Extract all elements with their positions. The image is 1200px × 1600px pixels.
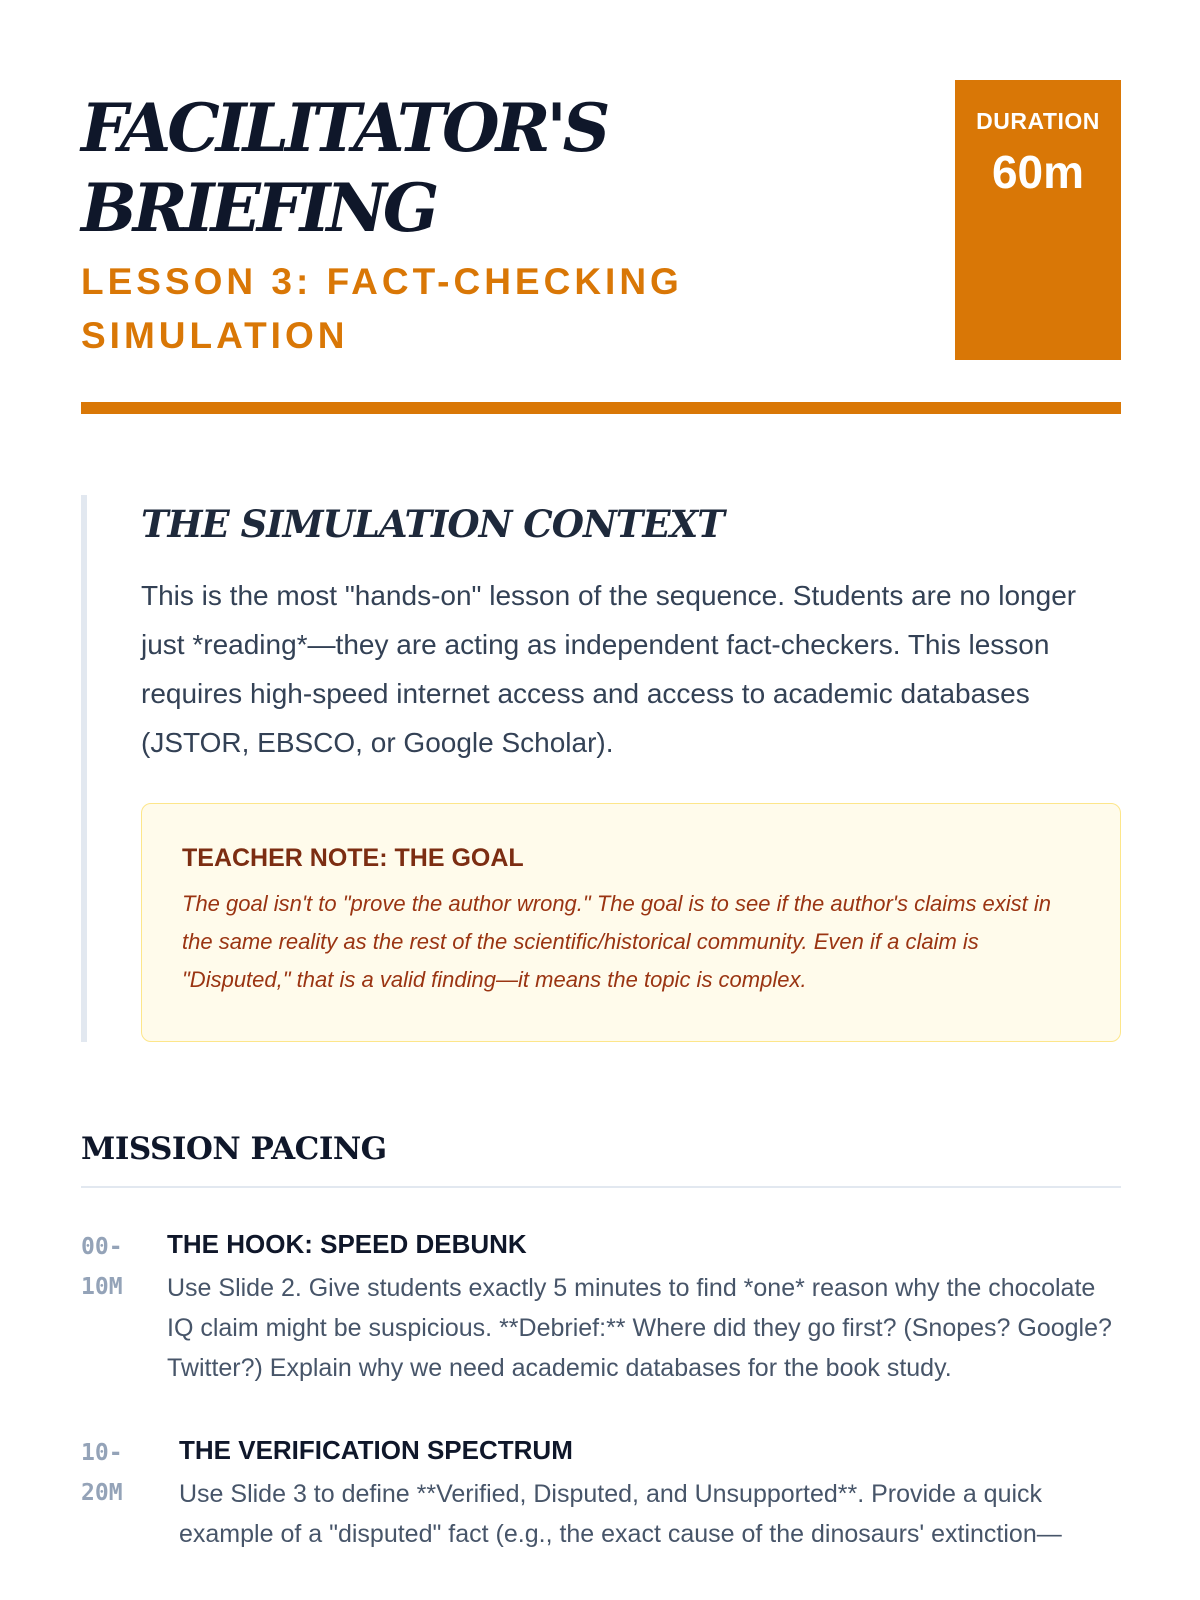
page-title: FACILITATOR'S BRIEFING — [81, 89, 607, 247]
pacing-time-start: 00- — [81, 1234, 123, 1260]
pacing-time-end: 10M — [81, 1274, 123, 1300]
duration-badge — [955, 80, 1121, 360]
simulation-context-section — [81, 495, 1121, 1042]
pacing-time-end: 20M — [81, 1480, 123, 1506]
lesson-subtitle: LESSON 3: FACT-CHECKING SIMULATION — [81, 261, 683, 356]
pacing-time — [81, 1227, 143, 1388]
briefing-page — [81, 80, 1121, 1554]
pacing-divider — [81, 1186, 1121, 1188]
pacing-content — [179, 1430, 1121, 1554]
duration-value: 60m — [991, 146, 1085, 198]
header-divider — [81, 402, 1121, 414]
briefing-header — [81, 80, 1121, 360]
pacing-item — [81, 1224, 1121, 1388]
pacing-description: Use Slide 2. Give students exactly 5 minutes to find *one* reason why the chocolate IQ claim might be suspicious. **Debrief:** Where did they go first? (Snopes? Google? Twitter?) Explain why we need academic databases for the book study. — [167, 1274, 1112, 1382]
pacing-time-start: 10- — [81, 1440, 123, 1466]
mission-pacing-title: MISSION PACING — [81, 1131, 387, 1167]
duration-label: DURATION — [976, 108, 1100, 134]
teacher-note-body: The goal isn't to "prove the author wrong." The goal is to see if the author's claims exist in the same reality as the rest of the scientific/historical community. Even if a claim is "Disputed," that is a valid finding—it means the topic is complex. — [182, 891, 1052, 992]
pacing-heading: THE VERIFICATION SPECTRUM — [179, 1435, 573, 1465]
pacing-content — [167, 1224, 1121, 1388]
teacher-note-title: TEACHER NOTE: THE GOAL — [182, 844, 524, 872]
pacing-heading: THE HOOK: SPEED DEBUNK — [167, 1229, 527, 1259]
context-body: This is the most "hands-on" lesson of the sequence. Students are no longer just *reading*—they are acting as independent fact-checkers. This lesson requires high-speed internet access and access to academic databases (JSTOR, EBSCO, or Google Scholar). — [141, 580, 1077, 758]
context-title: THE SIMULATION CONTEXT — [141, 502, 724, 546]
pacing-time — [81, 1433, 143, 1554]
teacher-note — [141, 803, 1121, 1042]
pacing-item — [81, 1430, 1121, 1554]
pacing-description: Use Slide 3 to define **Verified, Disputed, and Unsupported**. Provide a quick example of a "disputed" fact (e.g., the exact cause of the dinosaurs' extinction— — [179, 1480, 1062, 1548]
